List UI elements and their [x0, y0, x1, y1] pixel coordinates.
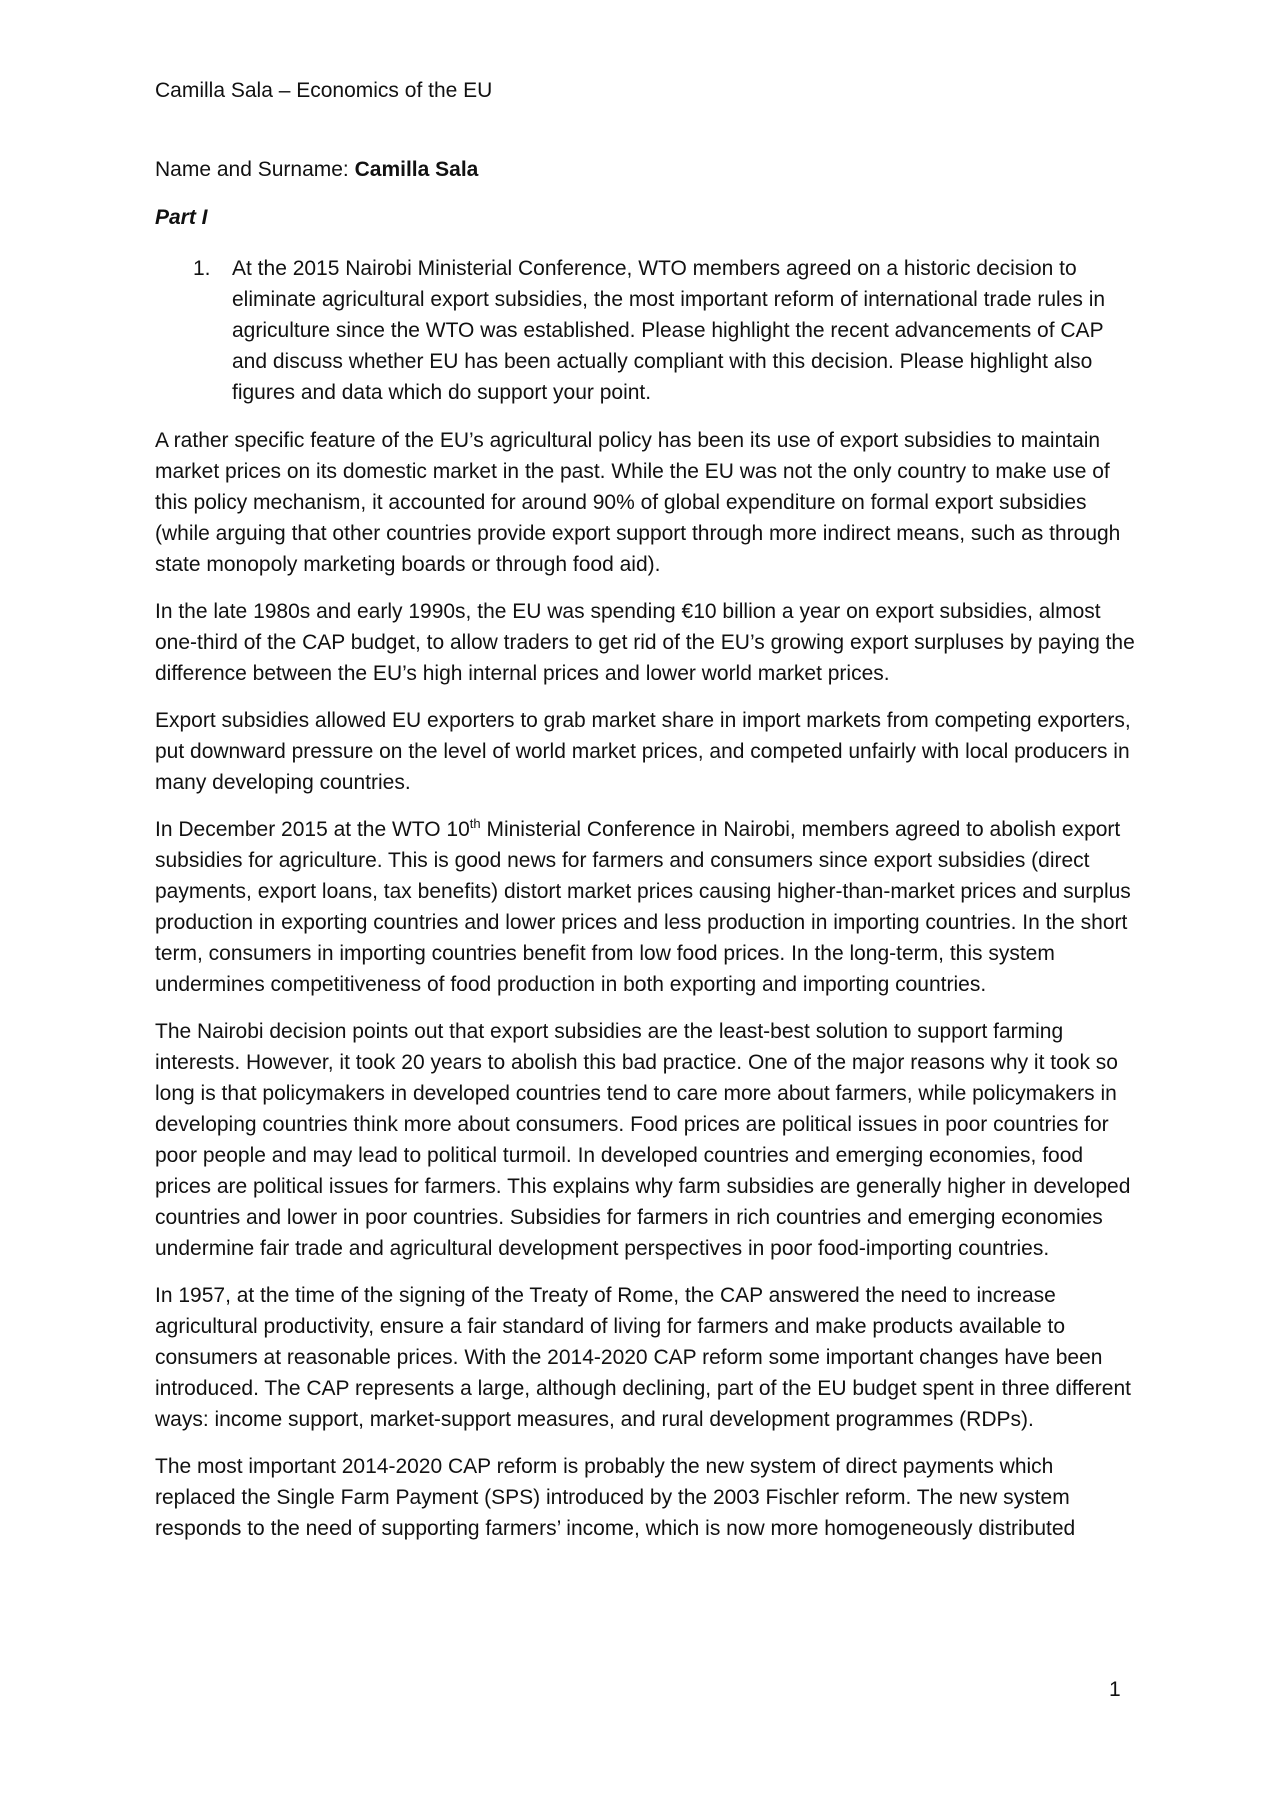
name-line: [155, 157, 478, 183]
question-text: At the 2015 Nairobi Ministerial Conference, WTO members agreed on a historic decision to eliminate agricultural export subsidies, the most important reform of international trade rules in agriculture since the WTO was established. Please highlight the recent advancements of CAP and discuss whether EU has been actually compliant with this decision. Please highlight also figures and data which do support your point.: [232, 257, 1106, 404]
question-number: 1.: [193, 257, 211, 280]
paragraph-6: In 1957, at the time of the signing of the Treaty of Rome, the CAP answered the need to increase agricultural productivity, ensure a fair standard of living for farmers and make products available to consumers at reasonable prices. With the 2014-2020 CAP reform some important changes have been introduced. The CAP represents a large, although declining, part of the EU budget spent in three different ways: income support, market-support measures, and rural development programmes (RDPs).: [155, 1284, 1131, 1431]
page-number: 1: [1109, 1678, 1121, 1701]
paragraph-1: A rather specific feature of the EU’s agricultural policy has been its use of export subsidies to maintain market prices on its domestic market in the past. While the EU was not the only country to make use of this policy mechanism, it accounted for around 90% of global expenditure on formal export subsidies (while arguing that other countries provide export support through more indirect means, such as through state monopoly marketing boards or through food aid).: [155, 429, 1121, 576]
author-name: Camilla Sala: [354, 158, 479, 181]
answer-body: [155, 425, 1135, 1560]
paragraph-4-start: In December 2015 at the WTO 10: [155, 818, 470, 841]
question-item: [155, 253, 1120, 408]
paragraph-3: Export subsidies allowed EU exporters to grab market share in import markets from competing exporters, put downward pressure on the level of world market prices, and competed unfairly with local producers in many developing countries.: [155, 709, 1131, 794]
paragraph-4: [155, 814, 1135, 1000]
name-label: Name and Surname:: [155, 158, 355, 181]
paragraph-4-end: Ministerial Conference in Nairobi, members agreed to abolish export subsidies for agriculture. This is good news for farmers and consumers since export subsidies (direct payments, export loans, tax benefits) distort market prices causing higher-than-market prices and surplus production in exporting countries and lower prices and less production in importing countries. In the short term, consumers in importing countries benefit from low food prices. In the long-term, this system undermines competitiveness of food production in both exporting and importing countries.: [155, 818, 1131, 996]
paragraph-7: The most important 2014-2020 CAP reform is probably the new system of direct payments which replaced the Single Farm Payment (SPS) introduced by the 2003 Fischler reform. The new system responds to the need of supporting farmers’ income, which is now more homogeneously distributed: [155, 1455, 1076, 1540]
running-header: Camilla Sala – Economics of the EU: [155, 79, 493, 102]
ordinal-suffix: th: [469, 816, 481, 831]
paragraph-2: In the late 1980s and early 1990s, the EU was spending €10 billion a year on export subsidies, almost one-third of the CAP budget, to allow traders to get rid of the EU’s growing export surpluses by paying the difference between the EU’s high internal prices and lower world market prices.: [155, 600, 1135, 685]
paragraph-5: The Nairobi decision points out that export subsidies are the least-best solution to support farming interests. However, it took 20 years to abolish this bad practice. One of the major reasons why it took so long is that policymakers in developed countries tend to care more about farmers, while policymakers in developing countries think more about consumers. Food prices are political issues in poor countries for poor people and may lead to political turmoil. In developed countries and emerging economies, food prices are political issues for farmers. This explains why farm subsidies are generally higher in developed countries and lower in poor countries. Subsidies for farmers in rich countries and emerging economies undermine fair trade and agricultural development perspectives in poor food-importing countries.: [155, 1020, 1131, 1260]
part-heading: Part I: [155, 206, 208, 229]
